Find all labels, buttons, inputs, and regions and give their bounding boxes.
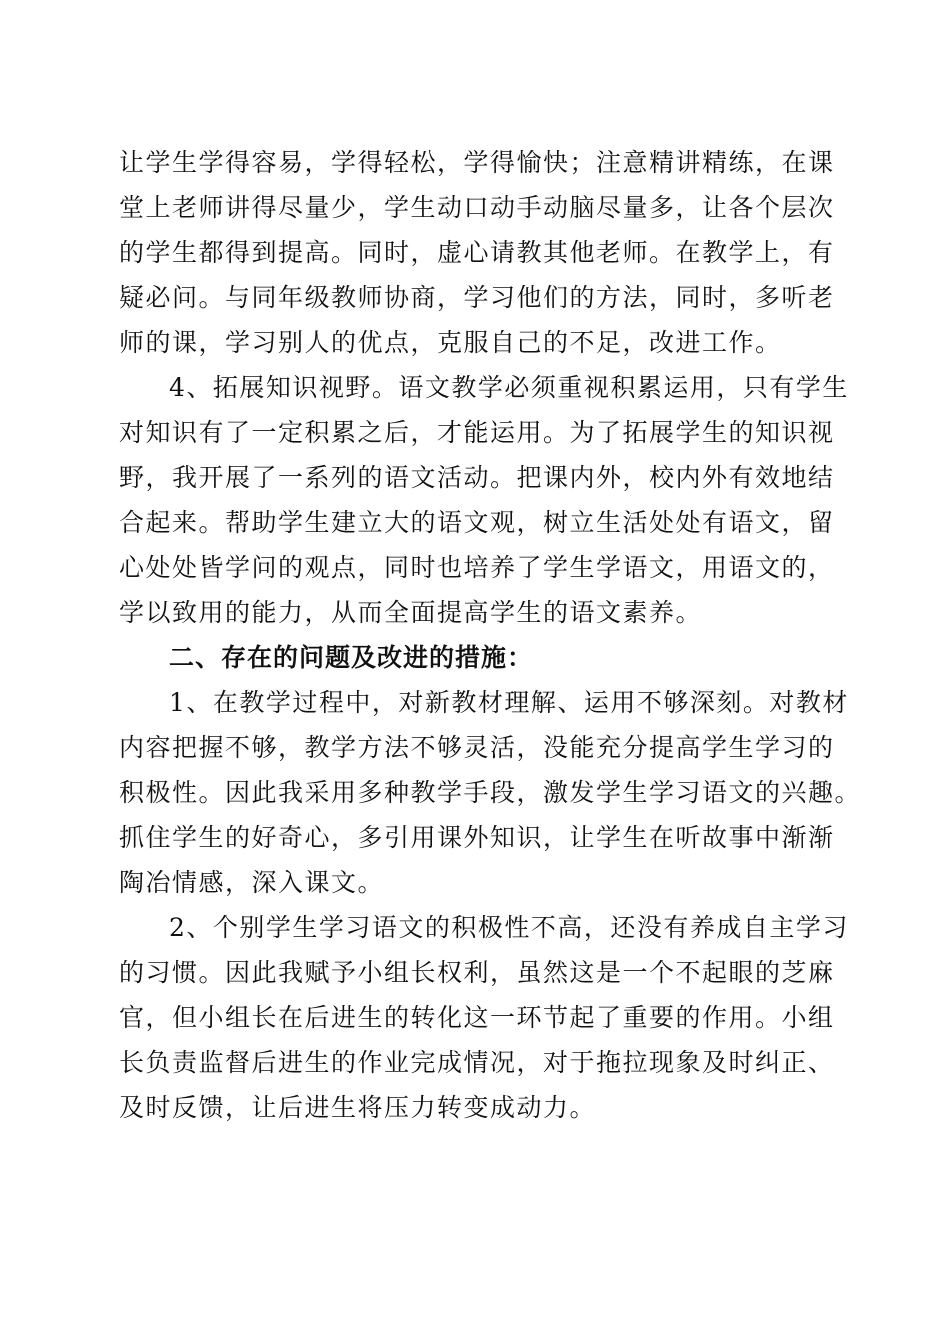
text-line: 的习惯。因此我赋予小组长权利，虽然这是一个不起眼的芝麻: [119, 958, 835, 987]
text-line: 官，但小组长在后进生的转化这一环节起了重要的作用。小组: [119, 1003, 835, 1032]
text-line: 疑必问。与同年级教师协商，学习他们的方法，同时，多听老: [119, 283, 835, 312]
text-line: 内容把握不够，教学方法不够灵活，没能充分提高学生学习的: [119, 733, 835, 762]
text-line: 师的课，学习别人的优点，克服自己的不足，改进工作。: [119, 328, 782, 357]
text-line: 及时反馈，让后进生将压力转变成动力。: [119, 1093, 597, 1122]
problem-1-start: 1、在教学过程中，对新教材理解、运用不够深刻。对教材: [169, 688, 849, 717]
text-line: 的学生都得到提高。同时，虚心请教其他老师。在教学上，有: [119, 238, 835, 267]
text-line: 野，我开展了一系列的语文活动。把课内外，校内外有效地结: [119, 463, 835, 492]
text-line: 合起来。帮助学生建立大的语文观，树立生活处处有语文，留: [119, 508, 835, 537]
text-line: 堂上老师讲得尽量少，学生动口动手动脑尽量多，让各个层次: [119, 193, 835, 222]
text-line: 心处处皆学问的观点，同时也培养了学生学语文，用语文的，: [119, 553, 835, 582]
problem-2-start: 2、个别学生学习语文的积极性不高，还没有养成自主学习: [169, 913, 849, 942]
text-line: 长负责监督后进生的作业完成情况，对于拖拉现象及时纠正、: [119, 1048, 835, 1077]
text-line: 学以致用的能力，从而全面提高学生的语文素养。: [119, 598, 703, 627]
text-line: 陶冶情感，深入课文。: [119, 868, 385, 897]
paragraph-4-start: 4、拓展知识视野。语文教学必须重视积累运用，只有学生: [169, 373, 849, 402]
text-line: 对知识有了一定积累之后，才能运用。为了拓展学生的知识视: [119, 418, 835, 447]
text-line: 抓住学生的好奇心，多引用课外知识，让学生在听故事中渐渐: [119, 823, 835, 852]
section-heading: 二、存在的问题及改进的措施：: [169, 643, 534, 672]
text-line: 积极性。因此我采用多种教学手段，激发学生学习语文的兴趣。: [119, 778, 862, 807]
text-line: 让学生学得容易，学得轻松，学得愉快；注意精讲精练，在课: [119, 148, 835, 177]
